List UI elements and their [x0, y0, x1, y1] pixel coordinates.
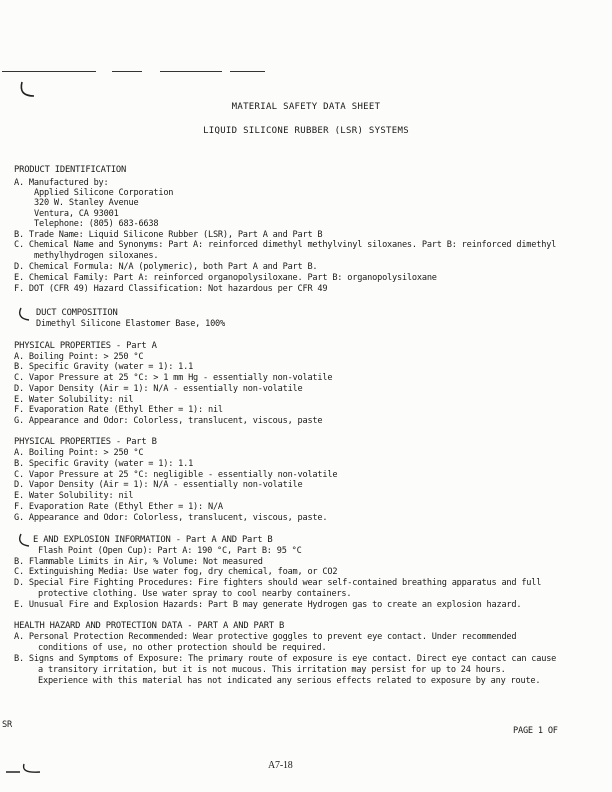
section-heading-physical-b: PHYSICAL PROPERTIES - Part B: [14, 437, 157, 447]
health-line: B. Signs and Symptoms of Exposure: The primary route of exposure is eye contact. Direct eye contact can cause: [14, 654, 557, 664]
product-id-line: F. DOT (CFR 49) Hazard Classification: Not hazardous per CFR 49: [14, 284, 328, 294]
section-heading-product-identification: PRODUCT IDENTIFICATION: [14, 165, 127, 175]
scan-rule-top: [112, 71, 142, 72]
health-line: a transitory irritation, but it is not mucous. This irritation may persist for up to 24 hours.: [38, 665, 506, 675]
scan-hook-icon: [16, 306, 34, 324]
composition-line: Dimethyl Silicone Elastomer Base, 100%: [36, 319, 226, 329]
physical-a-line: D. Vapor Density (Air = 1): N/A - essentially non-volatile: [14, 384, 303, 394]
product-id-line: Telephone: (805) 683-6638: [34, 219, 159, 229]
product-id-line: methylhydrogen siloxanes.: [34, 251, 159, 261]
scan-rule-top: [160, 71, 222, 72]
product-id-line: Applied Silicone Corporation: [34, 188, 174, 198]
section-heading-physical-a: PHYSICAL PROPERTIES - Part A: [14, 341, 157, 351]
fire-line: D. Special Fire Fighting Procedures: Fire fighters should wear self-contained breathing apparatus and full: [14, 578, 542, 588]
product-id-line: C. Chemical Name and Synonyms: Part A: reinforced dimethyl methylvinyl siloxanes. Part B: reinforced dimethyl: [14, 240, 557, 250]
physical-b-line: G. Appearance and Odor: Colorless, translucent, viscous, paste.: [14, 513, 328, 523]
page-code: A7-18: [268, 760, 293, 771]
product-id-line: Ventura, CA 93001: [34, 209, 119, 219]
fire-line: C. Extinguishing Media: Use water fog, dry chemical, foam, or CO2: [14, 567, 338, 577]
physical-b-line: E. Water Solubility: nil: [14, 491, 134, 501]
health-line: A. Personal Protection Recommended: Wear protective goggles to prevent eye contact. Under recommended: [14, 632, 517, 642]
physical-a-line: F. Evaporation Rate (Ethyl Ether = 1): nil: [14, 405, 223, 415]
section-heading-health-hazard: HEALTH HAZARD AND PROTECTION DATA - PART A AND PART B: [14, 621, 285, 631]
product-id-line: B. Trade Name: Liquid Silicone Rubber (LSR), Part A and Part B: [14, 230, 323, 240]
fire-line: protective clothing. Use water spray to cool nearby containers.: [38, 589, 352, 599]
physical-a-line: C. Vapor Pressure at 25 °C: > 1 mm Hg - essentially non-volatile: [14, 373, 333, 383]
physical-a-line: A. Boiling Point: > 250 °C: [14, 352, 144, 362]
page-label: PAGE 1 OF: [513, 726, 558, 736]
scan-rule-top: [2, 71, 96, 72]
footer-left-mark: SR: [2, 720, 12, 730]
document-title: MATERIAL SAFETY DATA SHEET: [231, 102, 381, 112]
physical-b-line: A. Boiling Point: > 250 °C: [14, 448, 144, 458]
scan-hook-icon: [18, 80, 40, 102]
scan-hook-icon: [4, 760, 48, 776]
scan-rule-top: [230, 71, 265, 72]
physical-b-line: B. Specific Gravity (water = 1): 1.1: [14, 459, 194, 469]
product-id-line: 320 W. Stanley Avenue: [34, 198, 139, 208]
health-line: conditions of use, no other protection should be required.: [38, 643, 327, 653]
fire-line: B. Flammable Limits in Air, % Volume: Not measured: [14, 557, 263, 567]
physical-b-line: D. Vapor Density (Air = 1): N/A - essentially non-volatile: [14, 480, 303, 490]
document-subtitle: LIQUID SILICONE RUBBER (LSR) SYSTEMS: [203, 126, 409, 136]
fire-line: Flash Point (Open Cup): Part A: 190 °C, Part B: 95 °C: [38, 546, 302, 556]
health-line: Experience with this material has not indicated any serious effects related to exposure by any route.: [38, 676, 541, 686]
product-id-line: D. Chemical Formula: N/A (polymeric), both Part A and Part B.: [14, 262, 318, 272]
product-id-line: A. Manufactured by:: [14, 178, 109, 188]
physical-b-line: C. Vapor Pressure at 25 °C: negligible - essentially non-volatile: [14, 470, 338, 480]
physical-a-line: E. Water Solubility: nil: [14, 395, 134, 405]
physical-a-line: G. Appearance and Odor: Colorless, translucent, viscous, paste: [14, 416, 323, 426]
section-heading-product-composition: DUCT COMPOSITION: [36, 308, 118, 318]
fire-line: E. Unusual Fire and Explosion Hazards: Part B may generate Hydrogen gas to create an explosion hazard.: [14, 600, 522, 610]
physical-a-line: B. Specific Gravity (water = 1): 1.1: [14, 362, 194, 372]
scan-hook-icon: [16, 532, 34, 550]
physical-b-line: F. Evaporation Rate (Ethyl Ether = 1): N/A: [14, 502, 223, 512]
section-heading-fire-explosion: E AND EXPLOSION INFORMATION - Part A AND Part B: [33, 535, 273, 545]
product-id-line: E. Chemical Family: Part A: reinforced organopolysiloxane. Part B: organopolysiloxane: [14, 273, 437, 283]
